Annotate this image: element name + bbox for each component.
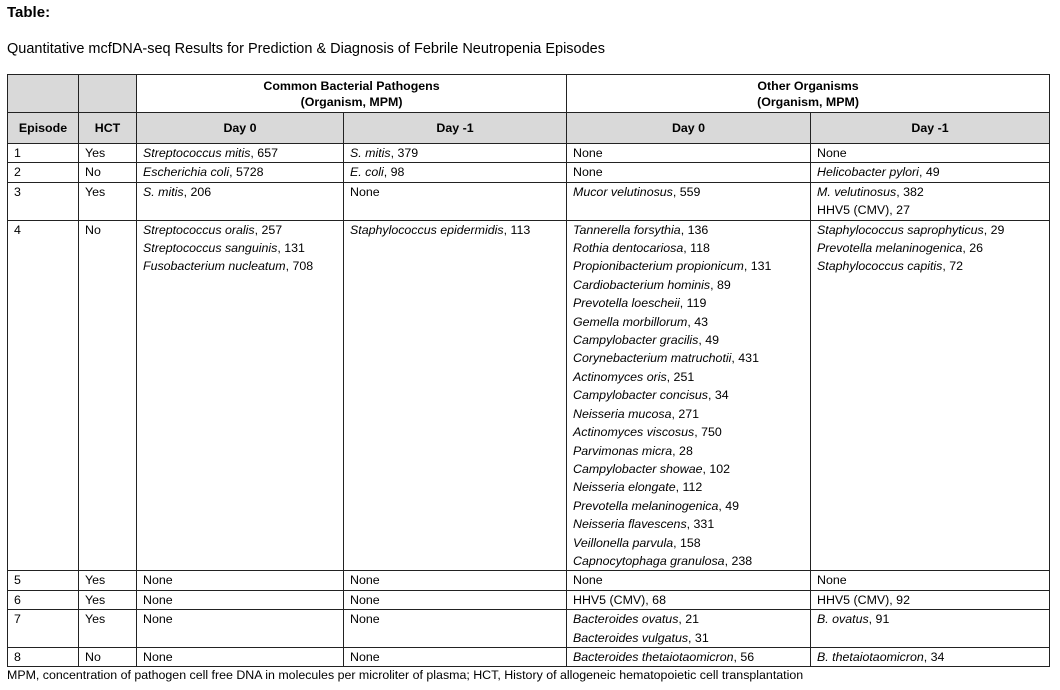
- organism-entry: [573, 221, 804, 239]
- organism-value: None: [143, 612, 173, 627]
- organism-entry: [573, 629, 804, 647]
- episode-cell: 2: [8, 163, 79, 182]
- organism-name: Prevotella loescheii: [573, 296, 680, 311]
- organism-cell: [567, 647, 811, 666]
- organism-name: Neisseria mucosa: [573, 406, 672, 421]
- organism-entry: [817, 571, 1043, 589]
- episode-cell: 8: [8, 647, 79, 666]
- organism-entry: [573, 144, 804, 162]
- episode-cell: 6: [8, 590, 79, 609]
- hct-cell: Yes: [79, 144, 137, 163]
- footnote: MPM, concentration of pathogen cell free DNA in molecules per microliter of plasma; HCT, History of allogeneic hematopoietic cell transplantation: [7, 668, 804, 682]
- organism-value: , 113: [503, 222, 531, 237]
- organism-entry: [573, 239, 804, 257]
- organism-name: Corynebacterium matruchotii: [573, 351, 732, 366]
- organism-cell: [137, 220, 344, 571]
- hct-cell: Yes: [79, 182, 137, 220]
- organism-value: , 331: [686, 517, 715, 532]
- organism-cell: [811, 590, 1050, 609]
- organism-entry: [573, 571, 804, 589]
- organism-value: None: [573, 146, 603, 160]
- organism-name: Campylobacter concisus: [573, 388, 708, 403]
- organism-entry: [143, 648, 337, 666]
- organism-entry: [573, 552, 804, 570]
- organism-cell: [137, 610, 344, 648]
- organism-value: None: [350, 573, 380, 588]
- common-pathogens-header: [137, 75, 567, 113]
- organism-value: , 131: [277, 241, 305, 256]
- organism-name: Cardiobacterium hominis: [573, 277, 711, 292]
- table-row: [8, 182, 1050, 220]
- column-header-other-daym1: Day -1: [811, 113, 1050, 144]
- organism-name: Bacteroides ovatus: [573, 612, 679, 627]
- organism-cell: [137, 182, 344, 220]
- organism-value: , 31: [688, 630, 709, 645]
- hct-cell: Yes: [79, 590, 137, 609]
- organism-entry: [817, 591, 1043, 609]
- organism-name: S. mitis: [350, 146, 391, 160]
- organism-name: Gemella morbillorum: [573, 314, 688, 329]
- organism-cell: [811, 571, 1050, 590]
- group-header-line: Common Bacterial Pathogens: [263, 79, 440, 93]
- organism-entry: [817, 239, 1043, 257]
- organism-cell: [567, 610, 811, 648]
- organism-cell: [567, 220, 811, 571]
- table-title: Quantitative mcfDNA-seq Results for Prediction & Diagnosis of Febrile Neutropenia Episodes: [7, 41, 605, 57]
- organism-entry: [573, 591, 804, 609]
- organism-entry: [350, 571, 560, 589]
- organism-value: , 21: [678, 612, 700, 627]
- organism-name: E. coli: [350, 165, 384, 180]
- organism-value: , 72: [942, 259, 964, 274]
- organism-entry: [573, 648, 804, 666]
- organism-entry: [143, 571, 337, 589]
- organism-value: , 136: [680, 222, 709, 237]
- organism-value: , 112: [675, 480, 703, 495]
- organism-entry: [573, 534, 804, 552]
- organism-name: Escherichia coli: [143, 165, 230, 180]
- organism-entry: [350, 648, 560, 666]
- organism-entry: [573, 478, 804, 496]
- organism-name: Parvimonas micra: [573, 443, 673, 458]
- organism-name: S. mitis: [143, 184, 184, 199]
- column-header-common-daym1: Day -1: [344, 113, 567, 144]
- organism-entry: [573, 460, 804, 478]
- organism-value: , 89: [710, 277, 731, 292]
- organism-value: , 271: [671, 406, 700, 421]
- organism-entry: [573, 423, 804, 441]
- organism-cell: [137, 590, 344, 609]
- organism-name: Streptococcus sanguinis: [143, 241, 278, 256]
- organism-entry: [350, 163, 560, 181]
- organism-entry: [573, 331, 804, 349]
- organism-entry: [573, 442, 804, 460]
- organism-entry: [573, 257, 804, 275]
- group-header-line: Other Organisms: [757, 79, 859, 93]
- group-header-row: [8, 75, 1050, 113]
- organism-name: Streptococcus mitis: [143, 146, 251, 160]
- organism-value: , 91: [868, 612, 890, 627]
- organism-value: HHV5 (CMV), 68: [573, 592, 666, 607]
- organism-cell: [811, 182, 1050, 220]
- organism-cell: [344, 182, 567, 220]
- episode-cell: 5: [8, 571, 79, 590]
- organism-value: , 49: [918, 165, 940, 180]
- organism-entry: [817, 183, 1043, 201]
- organism-entry: [350, 144, 560, 162]
- organism-entry: [573, 349, 804, 367]
- organism-value: , 206: [183, 184, 212, 199]
- organism-value: , 49: [718, 498, 740, 513]
- organism-cell: [567, 571, 811, 590]
- organism-name: Capnocytophaga granulosa: [573, 553, 725, 568]
- organism-cell: [567, 144, 811, 163]
- organism-value: , 559: [672, 184, 701, 199]
- column-header-hct: HCT: [79, 113, 137, 144]
- organism-value: , 5728: [229, 165, 264, 180]
- organism-name: Mucor velutinosus: [573, 184, 673, 199]
- organism-value: , 49: [698, 333, 720, 348]
- organism-entry: [573, 368, 804, 386]
- organism-name: Staphylococcus capitis: [817, 259, 943, 274]
- organism-entry: [143, 163, 337, 181]
- organism-name: Bacteroides vulgatus: [573, 630, 689, 645]
- organism-cell: [567, 163, 811, 182]
- group-header-line: (Organism, MPM): [300, 95, 403, 109]
- table-row: [8, 144, 1050, 163]
- organism-cell: [137, 163, 344, 182]
- organism-name: Bacteroides thetaiotaomicron: [573, 649, 734, 664]
- organism-entry: [817, 144, 1043, 162]
- results-table: [7, 74, 1050, 667]
- group-header-line: (Organism, MPM): [757, 95, 859, 109]
- organism-cell: [137, 144, 344, 163]
- episode-cell: 7: [8, 610, 79, 648]
- column-header-other-day0: Day 0: [567, 113, 811, 144]
- organism-entry: [817, 257, 1043, 275]
- organism-name: Staphylococcus epidermidis: [350, 222, 504, 237]
- organism-value: None: [143, 649, 173, 664]
- organism-name: B. thetaiotaomicron: [817, 649, 924, 664]
- table-row: [8, 610, 1050, 648]
- organism-value: , 43: [687, 314, 708, 329]
- organism-name: Actinomyces oris: [573, 369, 667, 384]
- organism-value: None: [350, 649, 380, 664]
- organism-entry: [817, 610, 1043, 628]
- organism-entry: [573, 276, 804, 294]
- episode-cell: 3: [8, 182, 79, 220]
- organism-value: , 56: [733, 649, 755, 664]
- organism-value: , 382: [896, 184, 924, 199]
- organism-value: None: [350, 592, 380, 607]
- hct-cell: No: [79, 163, 137, 182]
- column-header-episode: Episode: [8, 113, 79, 144]
- organism-entry: [143, 591, 337, 609]
- hct-cell: No: [79, 647, 137, 666]
- hct-cell: No: [79, 220, 137, 571]
- organism-value: None: [573, 165, 603, 180]
- organism-name: Streptococcus oralis: [143, 222, 255, 237]
- organism-entry: [573, 294, 804, 312]
- table-row: [8, 590, 1050, 609]
- organism-cell: [344, 590, 567, 609]
- organism-cell: [137, 647, 344, 666]
- organism-entry: [817, 163, 1043, 181]
- organism-value: None: [817, 146, 847, 160]
- organism-cell: [344, 220, 567, 571]
- organism-entry: [350, 183, 560, 201]
- organism-name: Helicobacter pylori: [817, 165, 919, 180]
- organism-name: Prevotella melaninogenica: [817, 241, 963, 256]
- organism-name: M. velutinosus: [817, 184, 897, 199]
- organism-value: , 34: [923, 649, 945, 664]
- organism-cell: [811, 163, 1050, 182]
- hct-cell: Yes: [79, 571, 137, 590]
- organism-entry: [143, 239, 337, 257]
- organism-name: Neisseria elongate: [573, 480, 676, 495]
- organism-entry: [573, 313, 804, 331]
- organism-name: Campylobacter showae: [573, 461, 703, 476]
- organism-name: B. ovatus: [817, 612, 869, 627]
- organism-value: , 29: [983, 222, 1005, 237]
- other-organisms-header: [567, 75, 1050, 113]
- table-row: [8, 220, 1050, 571]
- organism-value: None: [573, 573, 603, 588]
- column-header-row: [8, 113, 1050, 144]
- organism-cell: [344, 571, 567, 590]
- organism-entry: [350, 221, 560, 239]
- organism-entry: [573, 610, 804, 628]
- organism-value: None: [350, 612, 380, 627]
- organism-value: , 26: [962, 241, 984, 256]
- organism-cell: [811, 220, 1050, 571]
- organism-name: Neisseria flavescens: [573, 517, 687, 532]
- organism-value: , 251: [666, 369, 695, 384]
- organism-entry: [143, 257, 337, 275]
- organism-value: None: [143, 592, 173, 607]
- organism-name: Fusobacterium nucleatum: [143, 259, 286, 274]
- organism-entry: [143, 183, 337, 201]
- organism-cell: [811, 144, 1050, 163]
- table-body: [8, 144, 1050, 667]
- organism-name: Propionibacterium propionicum: [573, 259, 744, 274]
- episode-cell: 4: [8, 220, 79, 571]
- organism-name: Prevotella melaninogenica: [573, 498, 719, 513]
- organism-value: , 119: [679, 296, 707, 311]
- organism-name: Staphylococcus saprophyticus: [817, 222, 984, 237]
- organism-name: Actinomyces viscosus: [573, 425, 695, 440]
- organism-entry: [573, 515, 804, 533]
- organism-value: , 657: [250, 146, 278, 160]
- organism-value: , 431: [731, 351, 759, 366]
- organism-value: , 158: [673, 535, 701, 550]
- organism-value: , 257: [254, 222, 283, 237]
- organism-value: HHV5 (CMV), 27: [817, 203, 910, 218]
- organism-name: Veillonella parvula: [573, 535, 674, 550]
- organism-entry: [817, 221, 1043, 239]
- organism-entry: [350, 610, 560, 628]
- organism-cell: [344, 610, 567, 648]
- organism-name: Rothia dentocariosa: [573, 241, 684, 256]
- organism-value: , 102: [702, 461, 731, 476]
- hct-cell: Yes: [79, 610, 137, 648]
- organism-entry: [573, 405, 804, 423]
- organism-entry: [573, 183, 804, 201]
- organism-entry: [573, 497, 804, 515]
- organism-entry: [573, 163, 804, 181]
- organism-cell: [811, 610, 1050, 648]
- organism-cell: [137, 571, 344, 590]
- organism-entry: [573, 386, 804, 404]
- organism-value: , 131: [743, 259, 772, 274]
- organism-entry: [143, 610, 337, 628]
- organism-entry: [817, 201, 1043, 219]
- table-row: [8, 571, 1050, 590]
- organism-cell: [344, 647, 567, 666]
- organism-value: , 708: [285, 259, 314, 274]
- organism-value: , 98: [383, 165, 405, 180]
- blank-header-cell: [8, 75, 79, 113]
- organism-value: , 34: [708, 388, 729, 403]
- organism-value: , 118: [683, 241, 710, 256]
- organism-value: , 28: [672, 443, 693, 458]
- organism-value: None: [817, 573, 847, 588]
- organism-cell: [344, 144, 567, 163]
- organism-value: , 750: [694, 425, 722, 440]
- organism-name: Tannerella forsythia: [573, 222, 681, 237]
- organism-entry: [350, 591, 560, 609]
- column-header-common-day0: Day 0: [137, 113, 344, 144]
- organism-value: HHV5 (CMV), 92: [817, 592, 910, 607]
- episode-cell: 1: [8, 144, 79, 163]
- organism-entry: [143, 221, 337, 239]
- organism-cell: [344, 163, 567, 182]
- organism-cell: [567, 590, 811, 609]
- organism-value: None: [143, 573, 173, 588]
- organism-entry: [817, 648, 1043, 666]
- organism-value: , 379: [390, 146, 419, 160]
- organism-name: Campylobacter gracilis: [573, 333, 699, 348]
- table-label: Table:: [7, 4, 51, 21]
- table-row: [8, 163, 1050, 182]
- table-row: [8, 647, 1050, 666]
- organism-value: None: [350, 184, 380, 199]
- organism-cell: [567, 182, 811, 220]
- organism-entry: [143, 144, 337, 162]
- blank-header-cell: [79, 75, 137, 113]
- organism-cell: [811, 647, 1050, 666]
- organism-value: , 238: [724, 553, 753, 568]
